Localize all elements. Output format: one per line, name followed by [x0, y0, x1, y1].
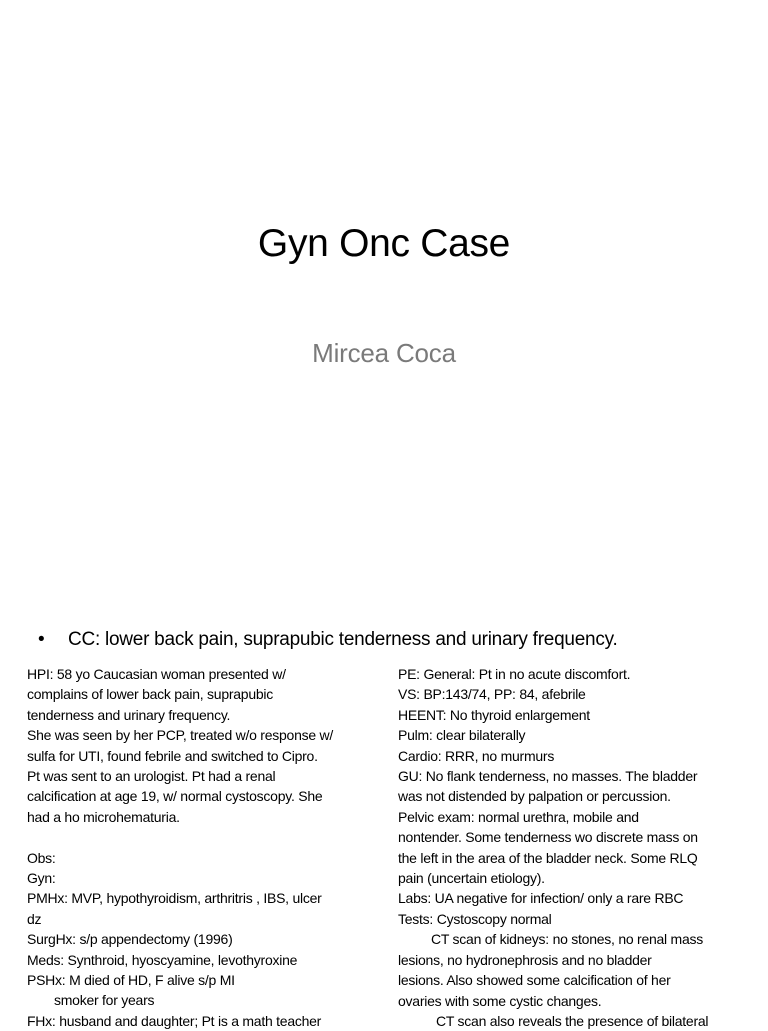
history-line: HPI: 58 yo Caucasian woman presented w/: [27, 666, 286, 682]
bullet-marker: •: [38, 629, 45, 650]
history-line: calcification at age 19, w/ normal cystoscopy. She: [27, 788, 323, 805]
exam-line: pain (uncertain etiology).: [398, 870, 545, 887]
exam-line: ovaries with some cystic changes.: [398, 992, 602, 1009]
exam-line: CT scan of kidneys: no stones, no renal mass: [431, 931, 703, 948]
exam-line: VS: BP:143/74, PP: 84, afebrile: [398, 686, 586, 703]
exam-line: HEENT: No thyroid enlargement: [398, 706, 590, 723]
history-line: dz: [27, 910, 42, 927]
exam-line: the left in the area of the bladder neck. Some RLQ: [398, 849, 698, 866]
history-column: [27, 664, 379, 1031]
history-line: Gyn:: [27, 870, 56, 887]
chief-complaint-text: CC: lower back pain, suprapubic tenderness and urinary frequency.: [68, 629, 618, 650]
history-line: SurgHx: s/p appendectomy (1996): [27, 931, 233, 948]
exam-line: Pulm: clear bilaterally: [398, 727, 526, 744]
exam-column: [398, 664, 750, 1031]
exam-line: Tests: Cystoscopy normal: [398, 910, 552, 927]
chief-complaint-bullet: [38, 626, 758, 654]
exam-line: Labs: UA negative for infection/ only a rare RBC: [398, 890, 684, 907]
exam-line: lesions, no hydronephrosis and no bladder: [398, 951, 652, 968]
history-line: FHx: husband and daughter; Pt is a math teacher: [27, 1012, 322, 1029]
slide-title: Gyn Onc Case: [257, 222, 511, 265]
exam-line: lesions. Also showed some calcification of her: [398, 972, 671, 989]
history-line: complains of lower back pain, suprapubic: [27, 686, 274, 703]
history-line: Meds: Synthroid, hyoscyamine, levothyroxine: [27, 951, 298, 968]
history-line: sulfa for UTI, found febrile and switched to Cipro.: [27, 747, 318, 764]
history-line: had a ho microhematuria.: [27, 808, 180, 825]
history-blank-line: [27, 827, 379, 847]
exam-line: nontender. Some tenderness wo discrete mass on: [398, 829, 698, 846]
exam-line: Pelvic exam: normal urethra, mobile and: [398, 808, 639, 825]
history-line: She was seen by her PCP, treated w/o response w/: [27, 727, 334, 744]
history-line: smoker for years: [54, 992, 155, 1009]
exam-line: Cardio: RRR, no murmurs: [398, 747, 555, 764]
exam-line: GU: No flank tenderness, no masses. The bladder: [398, 768, 698, 785]
history-line: PMHx: MVP, hypothyroidism, arthritris , IBS, ulcer: [27, 890, 322, 907]
history-line: Pt was sent to an urologist. Pt had a renal: [27, 768, 276, 785]
history-line: PSHx: M died of HD, F alive s/p MI: [27, 972, 235, 989]
history-line: Obs:: [27, 849, 56, 866]
exam-line: CT scan also reveals the presence of bilateral: [436, 1012, 709, 1029]
exam-line: was not distended by palpation or percussion.: [398, 788, 671, 805]
slide-subtitle: Mircea Coca: [312, 338, 456, 368]
history-line: tenderness and urinary frequency.: [27, 706, 231, 723]
exam-line: PE: General: Pt in no acute discomfort.: [398, 666, 631, 682]
